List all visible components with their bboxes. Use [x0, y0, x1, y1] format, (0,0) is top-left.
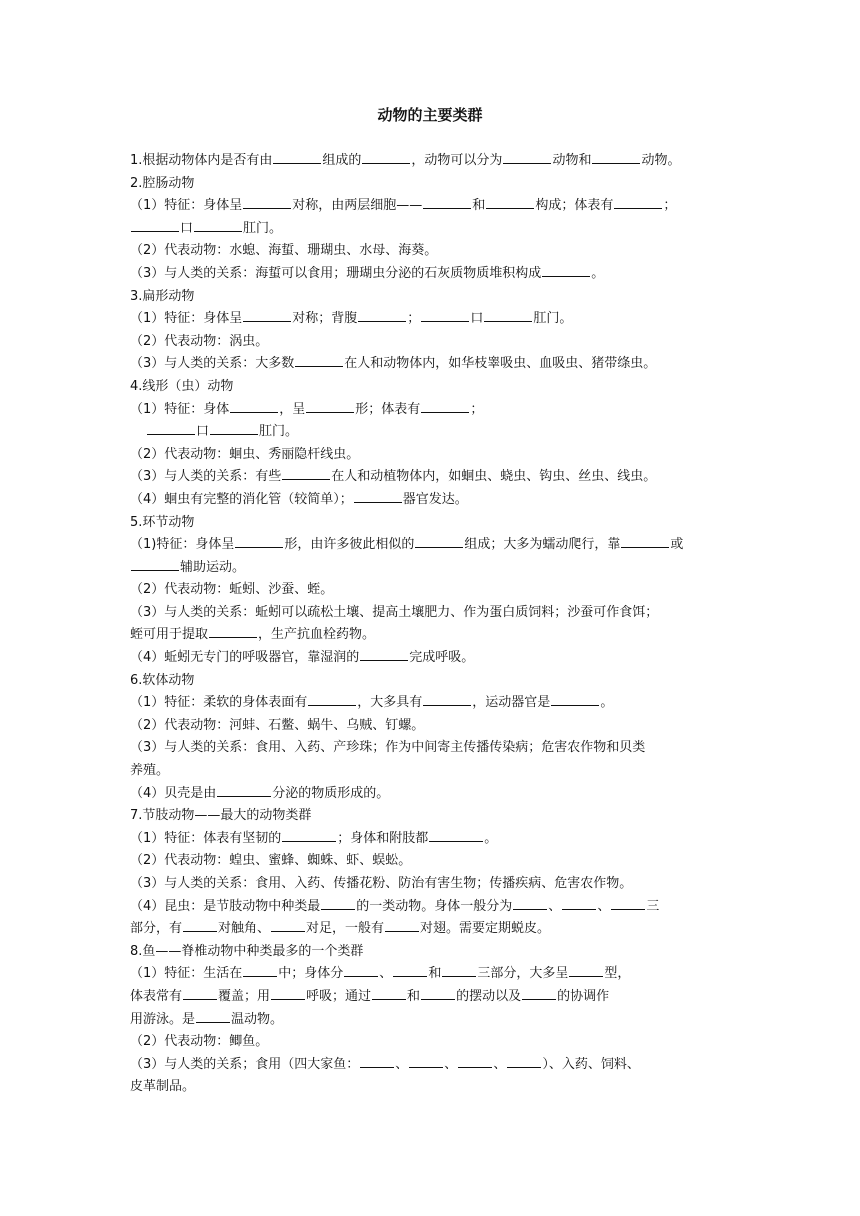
text-line: [130, 1031, 742, 1054]
text-line: [130, 986, 742, 1009]
text-segment: （3）与人类的关系：海蜇可以食用；珊瑚虫分泌的石灰质物质堆积构成: [130, 265, 542, 281]
text-segment: 的协调作: [557, 988, 610, 1004]
text-line: [130, 421, 742, 444]
text-segment: 形，由许多彼此相似的: [284, 537, 415, 553]
text-line: [130, 692, 742, 715]
text-line: [130, 602, 742, 625]
text-line: [130, 534, 742, 557]
text-line: [130, 873, 742, 896]
text-segment: ，运动器官是: [472, 695, 551, 711]
fill-in-blank: [230, 399, 278, 413]
text-segment: 口: [196, 424, 210, 440]
text-segment: 2.腔肠动物: [130, 175, 195, 191]
text-segment: （4）贝壳是由: [130, 785, 217, 801]
text-line: [130, 896, 742, 919]
text-segment: （1）特征：身体呈: [130, 311, 243, 327]
text-line: [130, 240, 742, 263]
text-segment: 养殖。: [130, 763, 170, 779]
fill-in-blank: [147, 421, 195, 435]
text-segment: 肛门。: [243, 220, 283, 236]
text-segment: 口: [470, 311, 484, 327]
text-segment: 组成；大多为蠕动爬行，靠: [464, 537, 621, 553]
text-segment: （2）代表动物：蛔虫、秀丽隐杆线虫。: [130, 446, 360, 462]
text-line: [130, 218, 742, 241]
text-segment: （4）蛔虫有完整的消化管（较简单）；: [130, 491, 353, 507]
text-line: [130, 941, 742, 964]
text-line: [130, 489, 742, 512]
text-segment: 1.根据动物体内是否有由: [130, 153, 273, 168]
text-segment: 5.环节动物: [130, 514, 195, 530]
fill-in-blank: [273, 150, 321, 164]
text-segment: 体表常有: [130, 988, 183, 1004]
text-line: [130, 760, 742, 783]
fill-in-blank: [210, 421, 258, 435]
fill-in-blank: [209, 624, 257, 638]
text-segment: 分泌的物质形成的。: [272, 785, 390, 801]
fill-in-blank: [507, 1054, 541, 1068]
text-line: [130, 557, 742, 580]
text-segment: 、: [379, 966, 393, 982]
fill-in-blank: [542, 263, 590, 277]
text-segment: 的一类动物。身体一般分为: [356, 898, 513, 914]
text-segment: ）、入药、饲料、: [542, 1056, 640, 1072]
text-segment: 组成的: [322, 153, 362, 168]
text-line: [130, 737, 742, 760]
text-segment: 、: [444, 1056, 458, 1072]
text-segment: （3）与人类的关系：蚯蚓可以疏松土壤、提高土壤肥力、作为蛋白质饲料；沙蚕可作食饵；: [130, 604, 659, 620]
fill-in-blank: [423, 195, 471, 209]
text-segment: （3）与人类的关系：有些: [130, 469, 282, 485]
fill-in-blank: [360, 647, 408, 661]
text-segment: 在人和动物体内，如华枝睾吸虫、血吸虫、猪带绦虫。: [344, 356, 657, 372]
text-segment: 完成呼吸。: [409, 650, 475, 666]
fill-in-blank: [131, 218, 179, 232]
fill-in-blank: [271, 918, 305, 932]
text-line: [130, 805, 742, 828]
text-segment: （3）与人类的关系：食用、入药、传播花粉、防治有害生物；传播疾病、危害农作物。: [130, 876, 633, 891]
text-segment: 和: [407, 988, 421, 1004]
text-line: [130, 828, 742, 851]
text-segment: 。: [484, 830, 498, 846]
text-line: [130, 1054, 742, 1077]
text-line: [130, 512, 742, 535]
fill-in-blank: [295, 353, 343, 367]
fill-in-blank: [282, 466, 330, 480]
text-segment: 对翅。需要定期蜕皮。: [420, 921, 551, 937]
text-segment: 6.软体动物: [130, 672, 195, 688]
text-segment: 对足，一般有: [306, 921, 385, 937]
text-segment: （2）代表动物：蝗虫、蜜蜂、蜘蛛、虾、蜈蚣。: [130, 853, 412, 869]
text-segment: （1）特征：柔软的身体表面有: [130, 695, 308, 711]
fill-in-blank: [385, 918, 419, 932]
fill-in-blank: [194, 218, 242, 232]
text-segment: 形；体表有: [355, 401, 421, 417]
text-segment: 。: [600, 695, 614, 711]
text-segment: 中；身体分: [278, 966, 344, 982]
text-segment: 器官发达。: [402, 491, 468, 507]
text-segment: 三部分，大多呈: [477, 966, 569, 982]
text-segment: 构成；体表有: [535, 198, 614, 214]
text-segment: 型，: [604, 966, 631, 982]
text-line: [130, 624, 742, 647]
text-segment: （3）与人类的关系：大多数: [130, 356, 295, 372]
text-line: [130, 399, 742, 422]
text-segment: （2）代表动物：水螅、海蜇、珊瑚虫、水母、海葵。: [130, 243, 438, 259]
text-segment: ；: [663, 198, 677, 214]
text-segment: 覆盖；用: [218, 988, 271, 1004]
text-segment: 对称；背腹: [292, 311, 358, 327]
fill-in-blank: [196, 1009, 230, 1023]
text-line: [130, 715, 742, 738]
text-segment: 3.扁形动物: [130, 288, 195, 304]
fill-in-blank: [360, 1054, 394, 1068]
fill-in-blank: [321, 896, 355, 910]
text-line: [130, 286, 742, 309]
text-segment: （2）代表动物：涡虫。: [130, 333, 269, 349]
text-segment: 辅助运动。: [180, 559, 246, 575]
fill-in-blank: [513, 896, 547, 910]
text-segment: 对触角、: [218, 921, 271, 937]
fill-in-blank: [358, 308, 406, 322]
fill-in-blank: [522, 986, 556, 1000]
fill-in-blank: [592, 150, 640, 164]
text-line: [130, 331, 742, 354]
text-segment: 肛门。: [259, 424, 299, 440]
text-line: [130, 783, 742, 806]
text-segment: （4）蚯蚓无专门的呼吸器官，靠湿润的: [130, 650, 360, 666]
text-line: [130, 444, 742, 467]
text-line: [130, 150, 742, 173]
text-segment: ，生产抗血栓药物。: [258, 627, 376, 643]
document-body: [130, 150, 742, 1099]
fill-in-blank: [243, 963, 277, 977]
fill-in-blank: [282, 828, 336, 842]
text-segment: 7.节肢动物——最大的动物类群: [130, 808, 312, 824]
text-line: [130, 918, 742, 941]
fill-in-blank: [421, 308, 469, 322]
text-line: [130, 173, 742, 196]
fill-in-blank: [423, 692, 471, 706]
text-line: [130, 195, 742, 218]
fill-in-blank: [421, 399, 469, 413]
fill-in-blank: [429, 828, 483, 842]
text-segment: （1）特征：体表有坚韧的: [130, 830, 282, 846]
text-segment: （2）代表动物：河蚌、石鳖、蜗牛、乌贼、钉螺。: [130, 717, 425, 733]
text-segment: ，动物可以分为: [411, 153, 503, 168]
fill-in-blank: [131, 557, 179, 571]
text-line: [130, 353, 742, 376]
text-segment: （1）特征：身体呈: [130, 198, 243, 214]
text-segment: （3）与人类的关系；食用（四大家鱼：: [130, 1056, 360, 1072]
text-line: [130, 963, 742, 986]
text-segment: 部分，有: [130, 921, 183, 937]
fill-in-blank: [271, 986, 305, 1000]
text-segment: 8.鱼——脊椎动物中种类最多的一个类群: [130, 943, 364, 959]
text-line: [130, 579, 742, 602]
fill-in-blank: [308, 692, 356, 706]
fill-in-blank: [551, 692, 599, 706]
fill-in-blank: [484, 308, 532, 322]
text-segment: （1)特征：身体呈: [130, 537, 235, 553]
text-segment: 动物和: [552, 153, 592, 168]
text-segment: 呼吸；通过: [306, 988, 372, 1004]
document-title: 动物的主要类群: [377, 106, 483, 124]
text-segment: 用游泳。是: [130, 1011, 196, 1027]
text-line: [130, 308, 742, 331]
text-segment: （4）昆虫：是节肢动物中种类最: [130, 898, 321, 914]
text-segment: 对称，由两层细胞——: [292, 198, 423, 214]
text-segment: 皮革制品。: [130, 1079, 196, 1095]
text-segment: 4.线形（虫）动物: [130, 378, 234, 394]
fill-in-blank: [614, 195, 662, 209]
fill-in-blank: [372, 986, 406, 1000]
fill-in-blank: [362, 150, 410, 164]
fill-in-blank: [354, 489, 402, 503]
fill-in-blank: [183, 986, 217, 1000]
fill-in-blank: [235, 534, 283, 548]
text-segment: 、: [493, 1056, 507, 1072]
text-line: [130, 376, 742, 399]
fill-in-blank: [442, 963, 476, 977]
text-segment: 口: [180, 220, 194, 236]
fill-in-blank: [621, 534, 669, 548]
fill-in-blank: [486, 195, 534, 209]
text-line: [130, 670, 742, 693]
text-line: [130, 850, 742, 873]
text-segment: （1）特征：生活在: [130, 966, 243, 982]
text-segment: （2）代表动物：鲫鱼。: [130, 1034, 269, 1050]
text-line: [130, 1076, 742, 1099]
text-segment: ；: [470, 401, 484, 417]
text-segment: 蛭可用于提取: [130, 627, 209, 643]
text-segment: （3）与人类的关系：食用、入药、产珍珠；作为中间寄主传播传染病；危害农作物和贝类: [130, 740, 646, 756]
text-segment: 肛门。: [533, 311, 573, 327]
fill-in-blank: [409, 1054, 443, 1068]
text-segment: 、: [395, 1056, 409, 1072]
text-line: [130, 647, 742, 670]
text-segment: 的摆动以及: [456, 988, 522, 1004]
fill-in-blank: [306, 399, 354, 413]
text-segment: 和: [472, 198, 486, 214]
text-segment: 在人和动植物体内，如蛔虫、蛲虫、钩虫、丝虫、线虫。: [331, 469, 657, 485]
fill-in-blank: [344, 963, 378, 977]
text-segment: 和: [428, 966, 442, 982]
text-segment: 温动物。: [231, 1011, 284, 1027]
text-segment: 、: [548, 898, 562, 914]
text-line: [130, 1009, 742, 1032]
text-segment: 、: [597, 898, 611, 914]
fill-in-blank: [421, 986, 455, 1000]
fill-in-blank: [217, 783, 271, 797]
text-segment: 。: [591, 265, 605, 281]
fill-in-blank: [569, 963, 603, 977]
text-segment: ，呈: [279, 401, 306, 417]
fill-in-blank: [243, 308, 291, 322]
fill-in-blank: [393, 963, 427, 977]
fill-in-blank: [611, 896, 645, 910]
text-line: [130, 466, 742, 489]
text-line: [130, 263, 742, 286]
text-segment: 三: [646, 898, 660, 914]
fill-in-blank: [183, 918, 217, 932]
fill-in-blank: [243, 195, 291, 209]
text-segment: 动物。: [641, 153, 681, 168]
fill-in-blank: [503, 150, 551, 164]
fill-in-blank: [458, 1054, 492, 1068]
text-segment: ；: [407, 311, 421, 327]
fill-in-blank: [562, 896, 596, 910]
text-segment: 或: [670, 537, 684, 553]
text-segment: （1）特征：身体: [130, 401, 230, 417]
text-segment: （2）代表动物：蚯蚓、沙蚕、蛭。: [130, 582, 334, 598]
text-segment: ；身体和附肢都: [337, 830, 429, 846]
fill-in-blank: [415, 534, 463, 548]
text-segment: ，大多具有: [357, 695, 423, 711]
